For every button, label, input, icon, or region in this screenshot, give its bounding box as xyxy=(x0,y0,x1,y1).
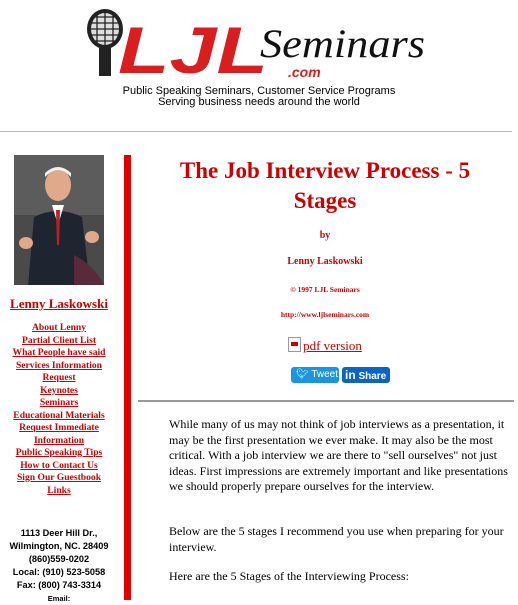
nav-seminars[interactable]: Seminars xyxy=(39,397,79,408)
title-line-2: Stages xyxy=(293,188,357,213)
nav-request-immediate[interactable]: Request Immediate xyxy=(19,422,99,433)
nav-contact-us[interactable]: How to Contact Us xyxy=(20,459,98,471)
article-by: by xyxy=(319,230,331,241)
article-paragraph-1: While many of us may not think of job interviews as a presentation, it may be the first presentation we ever make. It may also be the most critical. With a job interview we are there to "sell ourselves" not just ideas. First impressions are extremely important and like presentations we should properly prepare ourselves for the interview. xyxy=(169,417,508,494)
contact-address xyxy=(0,527,118,605)
twitter-bird-icon: 🐦︎ xyxy=(296,369,309,380)
sidebar-name-link[interactable]: Lenny Laskowski xyxy=(10,296,108,311)
svg-text:LJL: LJL xyxy=(118,13,268,83)
pdf-version-link[interactable] xyxy=(140,337,510,354)
svg-text:Seminars: Seminars xyxy=(260,21,425,66)
pdf-file-icon xyxy=(288,337,301,352)
content-divider xyxy=(138,400,514,402)
address-city: Wilmington, NC. 28409 xyxy=(9,541,109,551)
linkedin-icon: in xyxy=(345,368,356,382)
nav-what-people-said[interactable]: What People have said xyxy=(12,347,106,358)
svg-text:.com: .com xyxy=(288,64,321,80)
header-tagline: Public Speaking Seminars, Customer Service Programs xyxy=(122,85,396,97)
nav-information[interactable]: Information xyxy=(33,434,85,446)
address-fax: Fax: (800) 743-3314 xyxy=(16,580,102,590)
nav-services-information[interactable]: Services Information xyxy=(15,359,103,371)
address-email: Email: xyxy=(47,594,71,603)
address-local: Local: (910) 523-5058 xyxy=(12,567,106,577)
nav-links[interactable]: Links xyxy=(47,484,71,496)
article-paragraph-2: Below are the 5 stages I recommend you use when preparing for your interview. xyxy=(169,524,504,554)
sidebar-nav xyxy=(0,322,118,497)
pdf-version-label[interactable]: pdf version xyxy=(303,338,362,353)
nav-keynotes[interactable]: Keynotes xyxy=(40,384,78,396)
nav-guestbook[interactable]: Sign Our Guestbook xyxy=(16,472,102,483)
nav-about-lenny[interactable]: About Lenny xyxy=(31,322,87,333)
address-street: 1113 Deer Hill Dr., xyxy=(20,528,98,538)
ljl-seminars-logo[interactable] xyxy=(80,5,430,83)
tweet-label: Tweet xyxy=(311,369,338,380)
tweet-button[interactable] xyxy=(291,367,339,383)
header-divider xyxy=(0,131,512,132)
nav-partial-client-list[interactable]: Partial Client List xyxy=(21,334,97,346)
title-line-1: The Job Interview Process - 5 xyxy=(179,158,471,183)
share-label: Share xyxy=(358,371,387,382)
article-author: Lenny Laskowski xyxy=(287,256,363,267)
nav-educational-materials[interactable]: Educational Materials xyxy=(13,409,105,421)
article-copyright: © 1997 LJL Seminars xyxy=(290,285,360,294)
vertical-divider xyxy=(124,155,131,600)
article-paragraph-3: Here are the 5 Stages of the Interviewing Process: xyxy=(169,569,409,583)
linkedin-share-button[interactable] xyxy=(342,367,390,383)
article-title xyxy=(140,156,510,216)
address-phone: (860)559-0202 xyxy=(28,554,90,564)
nav-request[interactable]: Request xyxy=(42,372,76,383)
article-url-link[interactable]: http://www.ljlseminars.com xyxy=(280,310,370,319)
lenny-photo xyxy=(14,155,104,285)
nav-public-speaking-tips[interactable]: Public Speaking Tips xyxy=(15,447,103,458)
header-tagline-sub: Serving business needs around the world xyxy=(158,96,360,108)
